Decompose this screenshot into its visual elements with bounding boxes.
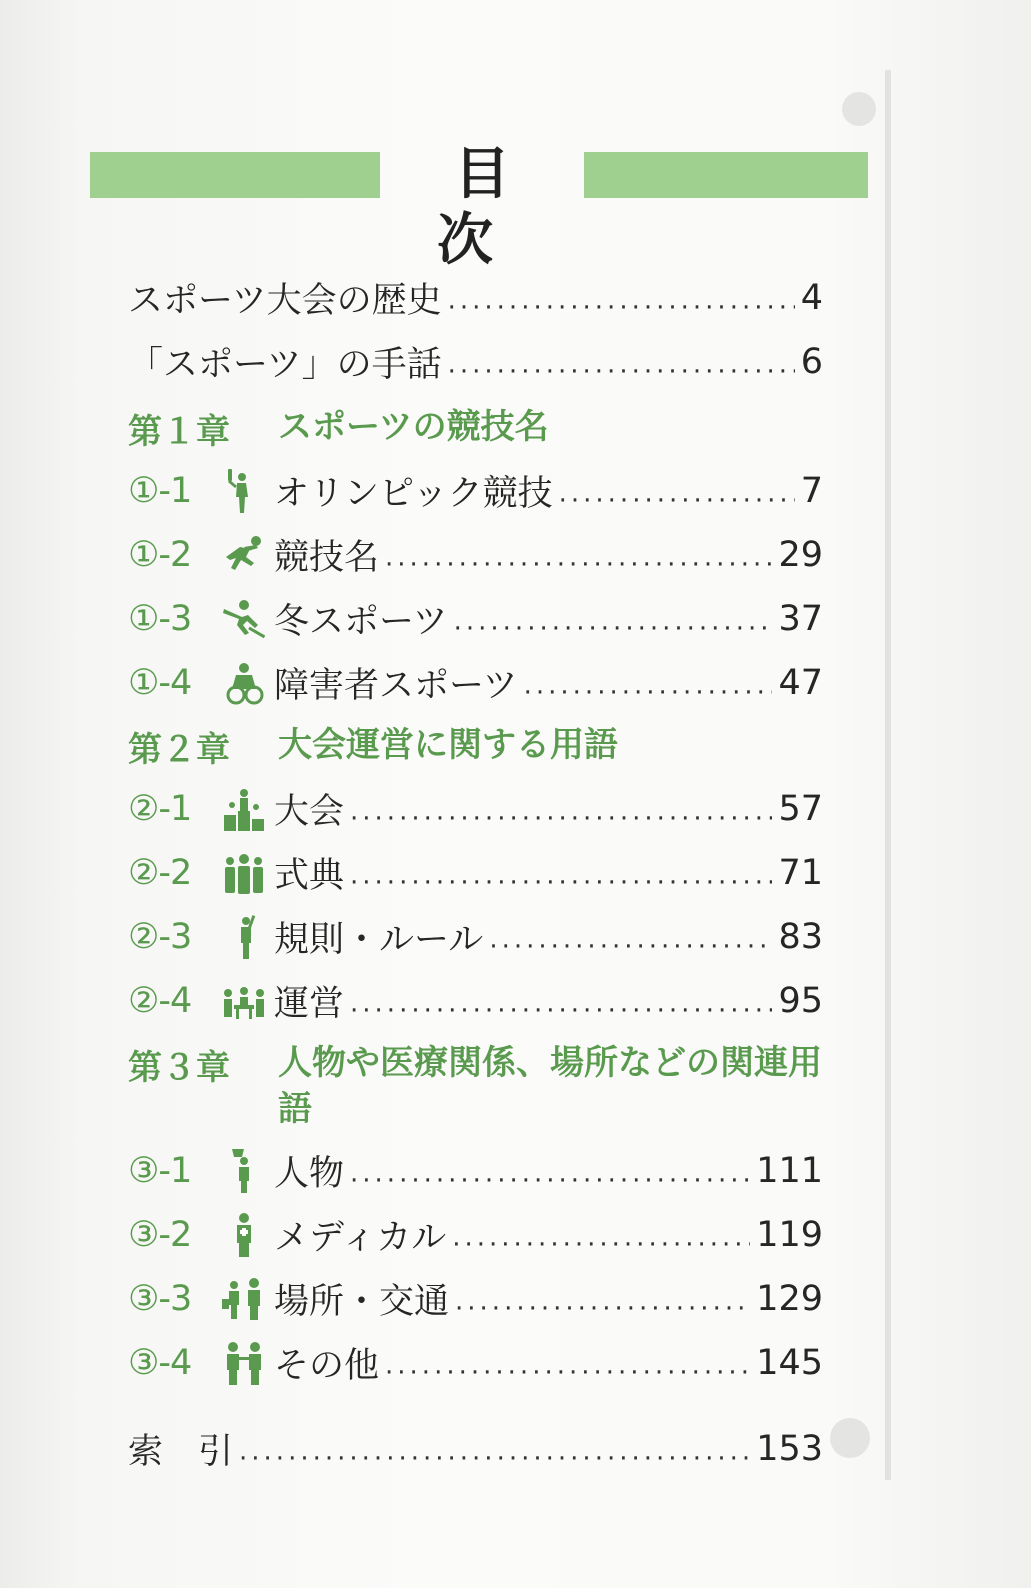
page-number: 145 — [756, 1343, 823, 1383]
section-number: ②-2 — [128, 853, 192, 893]
toc-title-bar — [90, 142, 868, 273]
torch-runner-icon — [220, 467, 268, 515]
meeting-table-icon — [220, 977, 268, 1025]
chapter-heading[interactable] — [128, 404, 828, 453]
dot-leader — [448, 349, 795, 384]
chapter-title: スポーツの競技名 — [278, 407, 549, 447]
wheelchair-athlete-icon — [220, 659, 268, 707]
entry-label: メディカル — [274, 1218, 447, 1258]
dot-leader — [559, 478, 795, 513]
skier-icon — [220, 595, 268, 643]
dot-leader — [350, 796, 772, 831]
toc-entry[interactable] — [128, 658, 823, 708]
toc-entry[interactable] — [128, 337, 823, 387]
toc-entry[interactable] — [128, 912, 823, 962]
travellers-icon — [220, 1275, 268, 1323]
page-number: 37 — [778, 599, 823, 639]
two-people-icon — [220, 1339, 268, 1387]
dot-leader — [239, 1436, 750, 1471]
referee-icon — [220, 913, 268, 961]
section-number: ③-2 — [128, 1215, 192, 1255]
entry-label: 運営 — [274, 984, 345, 1024]
title-band-left — [90, 152, 380, 198]
toc-entry[interactable] — [128, 976, 823, 1026]
chapter-title: 人物や医療関係、場所などの関連用語 — [278, 1043, 822, 1129]
entry-label: 索 引 — [128, 1432, 234, 1472]
toc-entry[interactable] — [128, 1274, 823, 1324]
entry-label: 規則・ルール — [274, 920, 484, 960]
entry-label: 競技名 — [274, 538, 380, 578]
toc-entry[interactable] — [128, 784, 823, 834]
entry-label: 「スポーツ」の手話 — [128, 345, 442, 385]
chapter-heading[interactable] — [128, 1040, 828, 1132]
page-number: 47 — [778, 663, 823, 703]
sprinter-icon — [220, 531, 268, 579]
title-band-right — [584, 152, 868, 198]
entry-label: スポーツ大会の歴史 — [128, 281, 442, 321]
dot-leader — [489, 924, 772, 959]
page-title: 目 次 — [437, 142, 544, 273]
page-number: 6 — [800, 342, 823, 382]
dot-leader — [350, 988, 772, 1023]
entry-label: その他 — [274, 1346, 380, 1386]
toc-entry[interactable] — [128, 530, 823, 580]
medic-icon — [220, 1211, 268, 1259]
page-number: 29 — [778, 535, 823, 575]
dot-leader — [454, 606, 773, 641]
dot-leader — [385, 1350, 750, 1385]
chapter-heading[interactable] — [128, 722, 828, 771]
dot-leader — [452, 1222, 750, 1257]
entry-label: オリンピック競技 — [274, 474, 553, 514]
section-number: ③-1 — [128, 1151, 192, 1191]
page-number: 83 — [778, 917, 823, 957]
toc-entry[interactable] — [128, 466, 823, 516]
page-number: 7 — [800, 471, 823, 511]
page-number: 111 — [756, 1151, 823, 1191]
entry-label: 障害者スポーツ — [274, 666, 518, 706]
dot-leader — [448, 285, 795, 320]
toc-entry[interactable] — [128, 848, 823, 898]
person-with-trophy-icon — [220, 1147, 268, 1195]
section-number: ①-2 — [128, 535, 192, 575]
section-number: ②-1 — [128, 789, 192, 829]
toc-entry[interactable] — [128, 594, 823, 644]
page-mark — [842, 92, 876, 126]
toc-entry[interactable] — [128, 273, 823, 323]
toc-entry[interactable] — [128, 1338, 823, 1388]
page-mark — [830, 1418, 870, 1458]
entry-label: 冬スポーツ — [274, 602, 448, 642]
toc-entry[interactable] — [128, 1146, 823, 1196]
page-number: 4 — [800, 278, 823, 318]
page-number: 95 — [778, 981, 823, 1021]
dot-leader — [350, 860, 772, 895]
chapter-number: 第３章 — [128, 1048, 230, 1088]
dot-leader — [350, 1158, 750, 1193]
section-number: ①-1 — [128, 471, 192, 511]
toc-entry-index[interactable] — [128, 1424, 823, 1474]
entry-label: 人物 — [274, 1154, 345, 1194]
page-number: 57 — [778, 789, 823, 829]
chapter-number: 第１章 — [128, 412, 230, 452]
page-number: 119 — [756, 1215, 823, 1255]
section-number: ②-3 — [128, 917, 192, 957]
section-number: ①-3 — [128, 599, 192, 639]
chapter-title: 大会運営に関する用語 — [278, 725, 618, 765]
toc-entry[interactable] — [128, 1210, 823, 1260]
entry-label: 場所・交通 — [274, 1282, 450, 1322]
section-number: ③-4 — [128, 1343, 192, 1383]
dot-leader — [455, 1286, 750, 1321]
entry-label: 大会 — [274, 792, 345, 832]
page-number: 129 — [756, 1279, 823, 1319]
section-number: ③-3 — [128, 1279, 192, 1319]
podium-icon — [220, 785, 268, 833]
group-people-icon — [220, 849, 268, 897]
page-edge — [885, 70, 891, 1480]
dot-leader — [385, 542, 772, 577]
chapter-number: 第２章 — [128, 730, 230, 770]
section-number: ②-4 — [128, 981, 192, 1021]
section-number: ①-4 — [128, 663, 192, 703]
entry-label: 式典 — [274, 856, 345, 896]
dot-leader — [524, 670, 773, 705]
page-number: 71 — [778, 853, 823, 893]
page-number: 153 — [756, 1429, 823, 1469]
